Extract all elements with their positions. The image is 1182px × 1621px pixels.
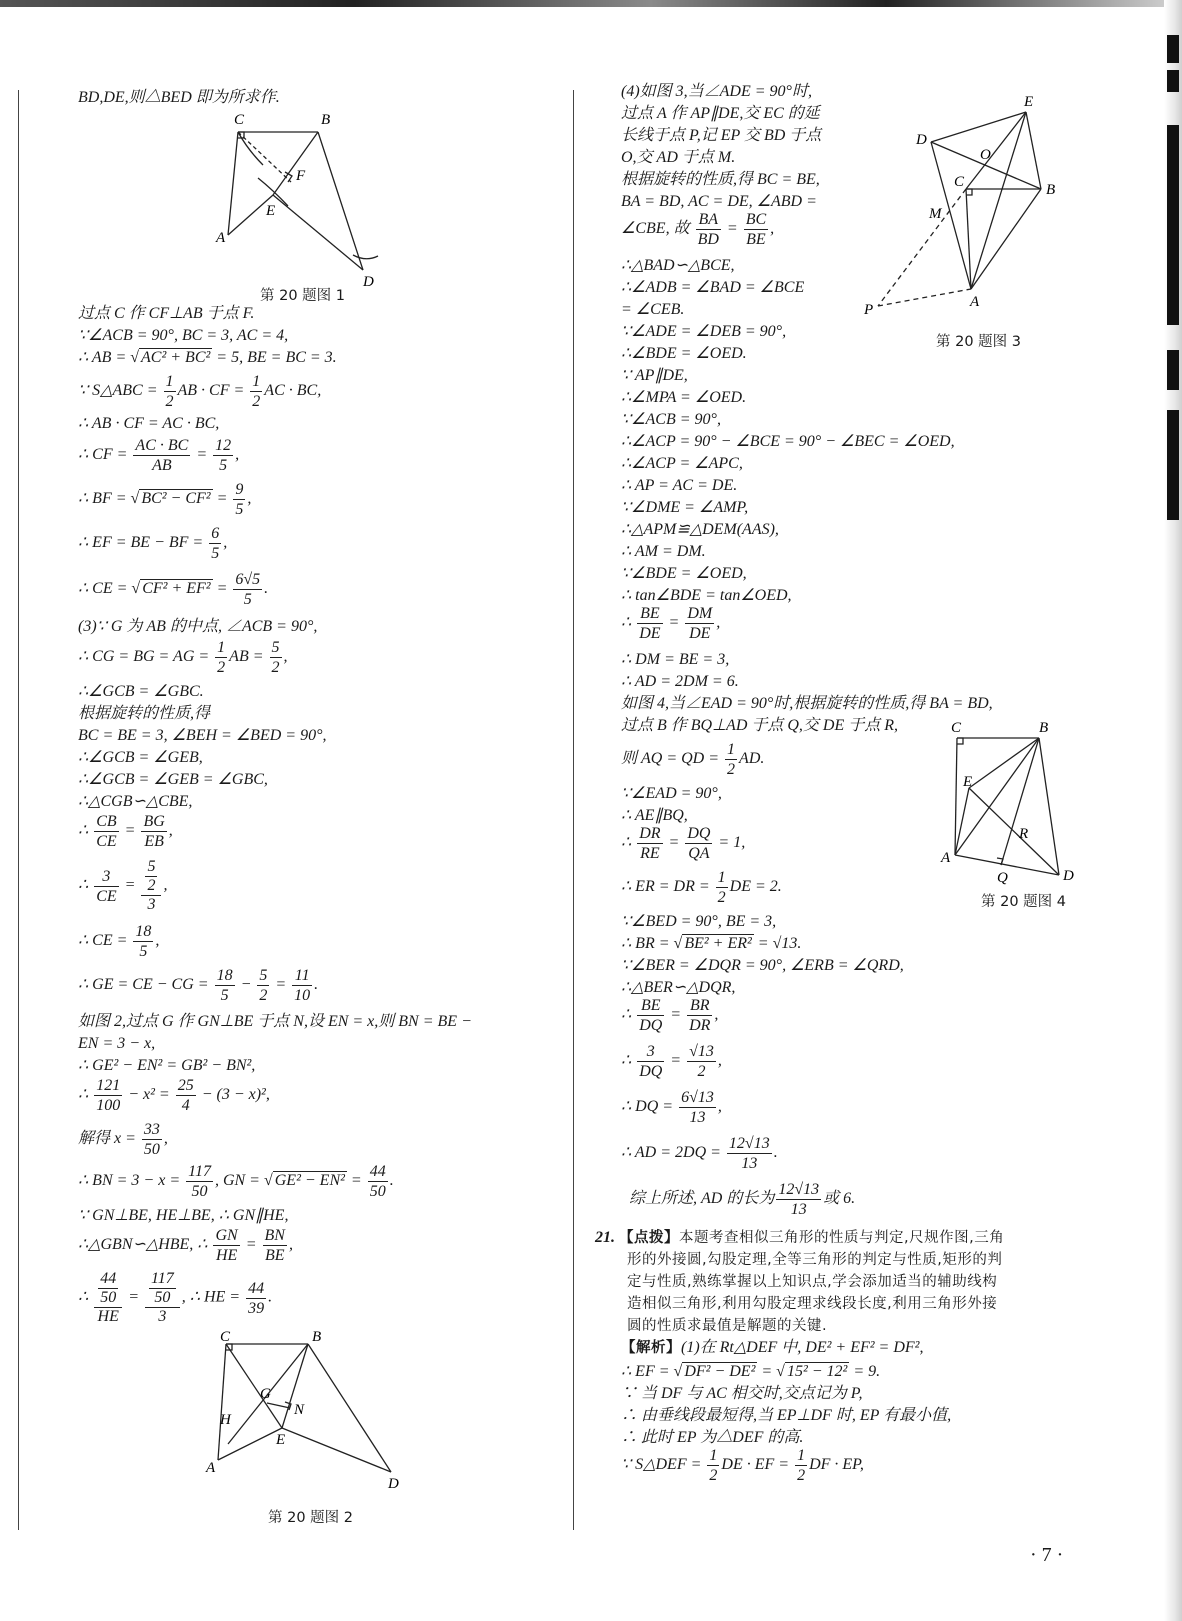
page-number: · 7 · bbox=[1030, 1544, 1064, 1566]
text-line: ∴△CGB∽△CBE, bbox=[78, 793, 193, 810]
text-line: BC = BE = 3, ∠BEH = ∠BED = 90°, bbox=[78, 727, 327, 744]
text-line: ∴ CF = $\frac{AC \cdot BC}{AB}$ = $\frac{12}{5}$ , bbox=[78, 437, 240, 474]
edge-mark bbox=[1167, 70, 1179, 92]
text-line: ∵∠EAD = 90°, bbox=[621, 785, 722, 802]
text-line: ∴ GE² − EN² = GB² − BN², bbox=[78, 1057, 256, 1074]
text-line: (3)∵ G 为 AB 的中点, ∠ACB = 90°, bbox=[78, 618, 318, 635]
text-line: ∴ BF = √ BC² − CF² = $\frac{9}{5}$ , bbox=[78, 481, 252, 518]
point-label: D bbox=[363, 274, 374, 290]
point-label: D bbox=[1063, 868, 1074, 884]
text-line: ∴ CE = $\frac{18}{5}$ , bbox=[78, 923, 160, 960]
point-label: D bbox=[388, 1476, 399, 1492]
text-line: ∴ $\frac{\frac{44}{50}}{HE}$ = $\frac{\frac{117}{50}}{3}$ , ∴ HE = $\frac{44}{39}$ . bbox=[78, 1270, 273, 1325]
text-line: ∵∠BDE = ∠OED, bbox=[621, 565, 747, 582]
text-line: ∴ $\frac{121}{100}$ − x² = $\frac{25}{4}$ − (3 − x)², bbox=[78, 1077, 270, 1114]
point-label: E bbox=[276, 1432, 286, 1448]
point-label: E bbox=[266, 203, 276, 219]
point-label: G bbox=[260, 1386, 271, 1402]
point-label: C bbox=[234, 112, 245, 128]
text-line: ∴ 由垂线段最短得,当 EP⊥DF 时, EP 有最小值, bbox=[621, 1407, 952, 1424]
question-21-line: 21. 【点拨】本题考查相似三角形的性质与判定,尺规作图,三角 bbox=[595, 1229, 1005, 1246]
text-line: ∴ $\frac{3}{CE}$ = $\frac{\frac{5}{2}}{3}$ , bbox=[78, 858, 168, 913]
text-line: ∴ CE = √ CF² + EF² = $\frac{6√5}{5}$ . bbox=[78, 571, 269, 608]
text-line: ∵ S△DEF = $\frac{1}{2}$ DE · EF = $\frac{1}{2}$ DF · EP, bbox=[621, 1447, 864, 1484]
text-line: ∴∠ACP = 90° − ∠BCE = 90° − ∠BEC = ∠OED, bbox=[621, 433, 955, 450]
text-line: 过点 A 作 AP∥DE,交 EC 的延 bbox=[621, 105, 820, 122]
text-line: ∴△GBN∽△HBE, ∴ $\frac{GN}{HE}$ = $\frac{BN}{BE}$ , bbox=[78, 1227, 293, 1264]
text-line: ∴△BER∽△DQR, bbox=[621, 979, 736, 996]
text-line: ∴ CG = BG = AG = $\frac{1}{2}$ AB = $\frac{5}{2}$ , bbox=[78, 639, 288, 676]
text-line: ∵ AP∥DE, bbox=[621, 367, 688, 384]
text-line: ∴ $\frac{CB}{CE}$ = $\frac{BG}{EB}$ , bbox=[78, 813, 173, 850]
text-line: ∵∠DME = ∠AMP, bbox=[621, 499, 749, 516]
text-line: ∵∠BED = 90°, BE = 3, bbox=[621, 913, 777, 930]
point-label: A bbox=[206, 1460, 216, 1476]
text-line: ∴ AB = √ AC² + BC² = 5, BE = BC = 3. bbox=[78, 349, 337, 366]
point-label: M bbox=[929, 206, 942, 222]
figure-20-2 bbox=[206, 1329, 406, 1492]
point-label: A bbox=[941, 850, 951, 866]
text-line: ∴ BR = √ BE² + ER² = √13. bbox=[621, 935, 802, 952]
figure-caption: 第 20 题图 2 bbox=[268, 1510, 354, 1526]
figure-20-3 bbox=[864, 94, 1076, 324]
edge-mark bbox=[1167, 125, 1179, 325]
text-line: ∴ AD = 2DM = 6. bbox=[621, 673, 739, 690]
text-line: ∴ EF = √ DF² − DE² = √ 15² − 12² = 9. bbox=[621, 1363, 881, 1380]
text-line: ∴ $\frac{BE}{DE}$ = $\frac{DM}{DE}$ , bbox=[621, 605, 721, 642]
text-line: ∴ 此时 EP 为△DEF 的高. bbox=[621, 1429, 804, 1446]
text-line: 如图 2,过点 G 作 GN⊥BE 于点 N,设 EN = x,则 BN = BE − bbox=[78, 1013, 472, 1030]
point-label: R bbox=[1019, 826, 1029, 842]
text-line: ∴∠MPA = ∠OED. bbox=[621, 389, 747, 406]
text-line: ∵ GN⊥BE, HE⊥BE, ∴ GN∥HE, bbox=[78, 1207, 289, 1224]
point-label: C bbox=[951, 720, 962, 736]
text-line: ∴∠GCB = ∠GEB, bbox=[78, 749, 203, 766]
figure-caption: 第 20 题图 1 bbox=[260, 288, 346, 304]
text-line: ∵∠ACB = 90°, bbox=[621, 411, 721, 428]
text-line: ∴ AP = AC = DE. bbox=[621, 477, 738, 494]
text-line: ∵ S△ABC = $\frac{1}{2}$ AB · CF = $\frac{1}{2}$ AC · BC, bbox=[78, 373, 322, 410]
text-line: 解得 x = $\frac{33}{50}$ , bbox=[78, 1121, 168, 1158]
text-line: 如图 4,当∠EAD = 90°时,根据旋转的性质,得 BA = BD, bbox=[621, 695, 993, 712]
text-line: ∴ ER = DR = $\frac{1}{2}$ DE = 2. bbox=[621, 869, 782, 906]
figure-20-4 bbox=[939, 720, 1079, 885]
text-line: ∴ AB · CF = AC · BC, bbox=[78, 415, 220, 432]
left-margin-rule bbox=[18, 90, 19, 1530]
text-line: ∴ BN = 3 − x = $\frac{117}{50}$ , GN = √ GE² − EN² = $\frac{44}{50}$ . bbox=[78, 1163, 394, 1200]
figure-20-1 bbox=[218, 110, 398, 290]
figure-caption: 第 20 题图 3 bbox=[936, 334, 1022, 350]
scan-top-border bbox=[0, 0, 1182, 7]
text-line: = ∠CEB. bbox=[621, 301, 685, 318]
point-label: B bbox=[1039, 720, 1049, 736]
point-label: O bbox=[980, 147, 991, 163]
text-line: 形的外接圆,勾股定理,全等三角形的判定与性质,矩形的判 bbox=[627, 1252, 1003, 1268]
point-label: A bbox=[970, 294, 980, 310]
text-line: BA = BD, AC = DE, ∠ABD = bbox=[621, 193, 817, 210]
text-line: ∴ tan∠BDE = tan∠OED, bbox=[621, 587, 792, 604]
text-line: ∴ $\frac{BE}{DQ}$ = $\frac{BR}{DR}$ , bbox=[621, 997, 719, 1034]
point-label: N bbox=[294, 1402, 305, 1418]
scan-right-edge bbox=[1164, 0, 1182, 1621]
point-label: C bbox=[954, 174, 965, 190]
point-label: D bbox=[916, 132, 927, 148]
text-line: ∴ AM = DM. bbox=[621, 543, 706, 560]
text-line: 综上所述, AD 的长为 $\frac{12√13}{13}$ 或 6. bbox=[629, 1181, 856, 1218]
text-line: ∵ 当 DF 与 AC 相交时,交点记为 P, bbox=[621, 1385, 863, 1402]
text-line: 则 AQ = QD = $\frac{1}{2}$ AD. bbox=[621, 741, 765, 778]
point-label: P bbox=[864, 302, 874, 318]
text-line: ∴△APM≌△DEM(AAS), bbox=[621, 521, 779, 538]
point-label: B bbox=[1046, 182, 1056, 198]
text-line: EN = 3 − x, bbox=[78, 1035, 156, 1052]
text-line: ∵∠ACB = 90°, BC = 3, AC = 4, bbox=[78, 327, 289, 344]
text-line: 圆的性质求最值是解题的关键. bbox=[627, 1318, 828, 1334]
text-line: 过点 B 作 BQ⊥AD 于点 Q,交 DE 于点 R, bbox=[621, 717, 899, 734]
text-line: 根据旋转的性质,得 bbox=[78, 705, 211, 722]
text-line: 定与性质,熟练掌握以上知识点,学会添加适当的辅助线构 bbox=[627, 1274, 998, 1290]
text-line: ∴ DM = BE = 3, bbox=[621, 651, 730, 668]
text-line: ∴ EF = BE − BF = $\frac{6}{5}$ , bbox=[78, 525, 228, 562]
text-line: ∵∠ADE = ∠DEB = 90°, bbox=[621, 323, 787, 340]
text-line: ∴ AD = 2DQ = $\frac{12√13}{13}$ . bbox=[621, 1135, 778, 1172]
text-line: 根据旋转的性质,得 BC = BE, bbox=[621, 171, 820, 188]
text-line: ∵∠BER = ∠DQR = 90°, ∠ERB = ∠QRD, bbox=[621, 957, 904, 974]
text-line: ∴△BAD∽△BCE, bbox=[621, 257, 735, 274]
text-line: 长线于点 P,记 EP 交 BD 于点 bbox=[621, 127, 822, 144]
point-label: B bbox=[321, 112, 331, 128]
text-line: ∴ $\frac{3}{DQ}$ = $\frac{√13}{2}$ , bbox=[621, 1043, 722, 1080]
text-line: ∴ AE∥BQ, bbox=[621, 807, 688, 824]
edge-mark bbox=[1167, 350, 1179, 390]
text-line: ∴ $\frac{DR}{RE}$ = $\frac{DQ}{QA}$ = 1, bbox=[621, 825, 746, 862]
text-line: ∠CBE, 故 $\frac{BA}{BD}$ = $\frac{BC}{BE}$ , bbox=[621, 211, 775, 248]
point-label: C bbox=[220, 1329, 231, 1345]
point-label: F bbox=[296, 168, 306, 184]
text-line: ∴∠GCB = ∠GEB = ∠GBC, bbox=[78, 771, 268, 788]
text-line: O,交 AD 于点 M. bbox=[621, 149, 736, 166]
text-line: (4)如图 3,当∠ADE = 90°时, bbox=[621, 83, 812, 100]
text-line: ∴ GE = CE − CG = $\frac{18}{5}$ − $\frac{5}{2}$ = $\frac{11}{10}$ . bbox=[78, 967, 319, 1004]
edge-mark bbox=[1167, 410, 1179, 520]
point-label: E bbox=[963, 774, 973, 790]
text-line: ∴∠ADB = ∠BAD = ∠BCE bbox=[621, 279, 805, 296]
point-label: E bbox=[1024, 94, 1034, 110]
point-label: Q bbox=[997, 870, 1008, 886]
text-line: ∴∠BDE = ∠OED. bbox=[621, 345, 747, 362]
figure-caption: 第 20 题图 4 bbox=[981, 894, 1067, 910]
edge-mark bbox=[1167, 35, 1179, 63]
text-line: ∴∠ACP = ∠APC, bbox=[621, 455, 743, 472]
point-label: H bbox=[220, 1412, 231, 1428]
text-line: 造相似三角形,利用勾股定理求线段长度,利用三角形外接 bbox=[627, 1296, 998, 1312]
point-label: B bbox=[312, 1329, 322, 1345]
text-line: 过点 C 作 CF⊥AB 于点 F. bbox=[78, 305, 255, 322]
column-divider bbox=[573, 90, 574, 1530]
text-line: ∴ DQ = $\frac{6√13}{13}$ , bbox=[621, 1089, 722, 1126]
text-line: 【解析】(1)在 Rt△DEF 中, DE² + EF² = DF², bbox=[621, 1339, 924, 1356]
text-line: BD,DE,则△BED 即为所求作. bbox=[78, 89, 280, 106]
text-line: ∴∠GCB = ∠GBC. bbox=[78, 683, 204, 700]
point-label: A bbox=[216, 230, 226, 246]
